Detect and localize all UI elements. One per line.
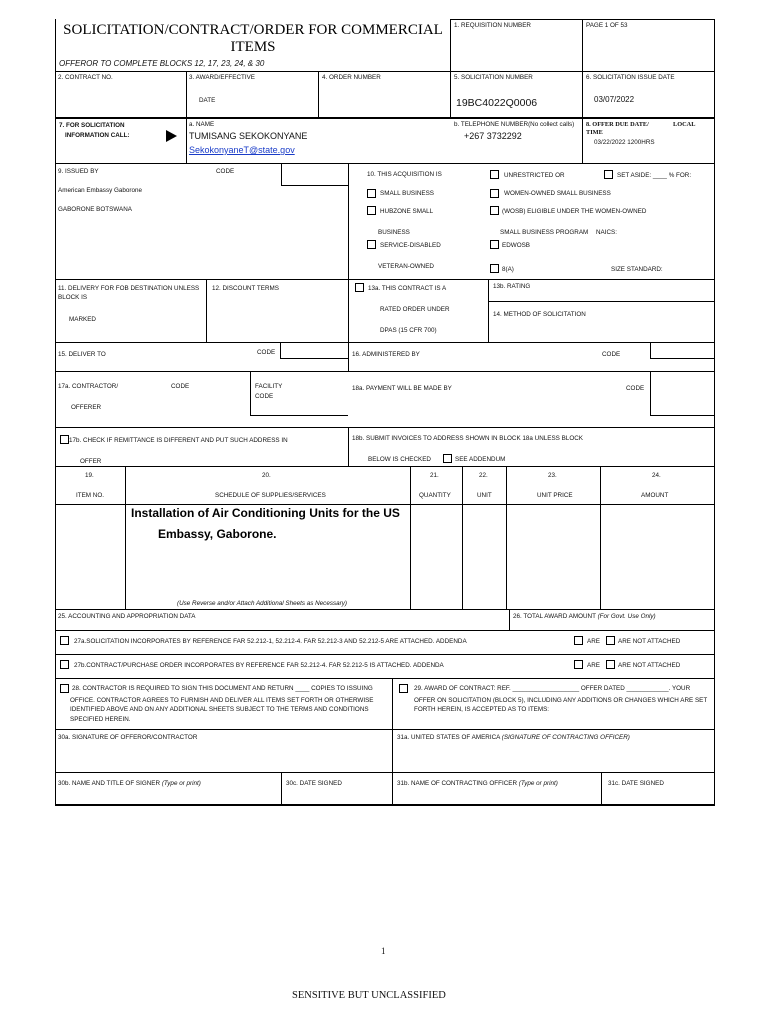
contractor-label: 17a. CONTRACTOR/ [58,383,119,390]
contact-email-link[interactable]: SekokonyaneT@state.gov [189,145,295,155]
naics-label: NAICS: [596,229,617,236]
dpas-label: DPAS (15 CFR 700) [380,327,437,334]
clause-27b-are-not-checkbox[interactable] [606,660,615,669]
small-business-program-label: SMALL BUSINESS PROGRAM [500,229,589,236]
deliver-to-label: 15. DELIVER TO [58,351,106,358]
requisition-label: 1. REQUISITION NUMBER [454,22,531,29]
small-business-label: SMALL BUSINESS [380,190,435,197]
offeror-note: OFFEROR TO COMPLETE BLOCKS 12, 17, 23, 24, & 30 [59,59,265,68]
veteran-owned-label: VETERAN-OWNED [378,263,434,270]
discount-terms-label: 12. DISCOUNT TERMS [212,285,279,292]
eight-a-checkbox[interactable] [490,264,499,273]
information-call-label: INFORMATION CALL: [65,132,130,139]
wosb-label: (WOSB) ELIGIBLE UNDER THE WOMEN-OWNED [502,208,647,215]
clause-27a-are-label: ARE [587,638,600,645]
total-award-label [513,613,656,621]
col-20-number: 20. [262,472,271,479]
payment-label: 18a. PAYMENT WILL BE MADE BY [352,385,452,392]
facility-code-label: CODE [255,393,274,400]
women-owned-label: WOMEN-OWNED SMALL BUSINESS [504,190,611,197]
deliver-to-code-label: CODE [257,349,276,356]
offer-due-date: 03/22/2022 1200HRS [594,139,655,146]
for-solicitation-label: 7. FOR SOLICITATION [59,122,125,129]
officer-name-label [397,780,558,788]
rating-label: 13b. RATING [493,283,531,290]
award-effective-label: 3. AWARD/EFFECTIVE [189,74,256,81]
signature-officer-text: 31a. UNITED STATES OF AMERICA [397,734,500,741]
accounting-label: 25. ACCOUNTING AND APPROPRIATION DATA [58,613,196,620]
issue-date-label: 6. SOLICITATION ISSUE DATE [586,74,675,81]
clause-27a-are-not-label: ARE NOT ATTACHED [618,638,681,645]
arrow-right-icon [166,130,177,142]
see-addendum-checkbox[interactable] [443,454,452,463]
solicitation-number: 19BC4022Q0006 [456,97,538,109]
block-28-line3: IDENTIFIED ABOVE AND ON ANY ADDITIONAL SHEETS SUBJECT TO THE TERMS AND CONDITIONS [70,706,369,713]
item-description-line1: Installation of Air Conditioning Units for the US [131,506,400,520]
col-19-number: 19. [85,472,94,479]
hubzone-label: HUBZONE SMALL [380,208,434,215]
clause-27a-are-checkbox[interactable] [574,636,583,645]
business-label: BUSINESS [378,229,410,236]
clause-27b-are-checkbox[interactable] [574,660,583,669]
issued-by-code-label: CODE [216,168,235,175]
total-award-note: (For Govt. Use Only) [597,613,656,620]
signature-officer-label [397,734,630,742]
award-date-label: DATE [199,97,216,104]
administered-by-label: 16. ADMINISTERED BY [352,351,420,358]
clause-27b-checkbox[interactable] [60,660,69,669]
below-checked-label: BELOW IS CHECKED [368,456,431,463]
rated-order-checkbox[interactable] [355,283,364,292]
block-29-line3: FORTH HEREIN, IS ACCEPTED AS TO ITEMS: [414,706,550,713]
edwosb-checkbox[interactable] [490,240,499,249]
clause-27a-text: 27a.SOLICITATION INCORPORATES BY REFERENCE FAR 52.212-1, 52.212-4. FAR 52.212-3 AND 52.212-5 ARE ATTACHED. ADDENDA [74,638,467,645]
local-label: LOCAL [673,121,696,128]
remittance-checkbox[interactable] [60,435,69,444]
block-28-line4: SPECIFIED HEREIN. [70,716,131,723]
delivery-label-line1: 11. DELIVERY FOR FOB DESTINATION UNLESS [58,285,200,292]
method-label: 14. METHOD OF SOLICITATION [493,311,586,318]
remittance-label: 17b. CHECK IF REMITTANCE IS DIFFERENT AND PUT SUCH ADDRESS IN [69,437,288,444]
item-no-header: ITEM NO. [76,492,104,499]
reverse-note: (Use Reverse and/or Attach Additional Sheets as Necessary) [177,600,347,607]
invoice-label: 18b. SUBMIT INVOICES TO ADDRESS SHOWN IN BLOCK 18a UNLESS BLOCK [352,435,583,442]
see-addendum-label: SEE ADDENDUM [455,456,506,463]
officer-name-text: 31b. NAME OF CONTRACTING OFFICER [397,780,518,787]
service-disabled-checkbox[interactable] [367,240,376,249]
amount-header: AMOUNT [641,492,669,499]
small-business-checkbox[interactable] [367,189,376,198]
solicitation-number-label: 5. SOLICITATION NUMBER [454,74,533,81]
name-label: a. NAME [189,121,215,128]
block-29-checkbox[interactable] [399,684,408,693]
wosb-checkbox[interactable] [490,206,499,215]
block-29-line1: 29. AWARD OF CONTRACT: REF. ___________________ OFFER DATED ____________. YOUR [414,685,691,692]
eight-a-label: 8(A) [502,266,514,273]
contractor-code-label: CODE [171,383,190,390]
signature-officer-note: (SIGNATURE OF CONTRACTING OFFICER) [501,734,630,741]
rated-order-label: RATED ORDER UNDER [380,306,450,313]
offerer-label: OFFERER [71,404,102,411]
signer-name-text: 30b. NAME AND TITLE OF SIGNER [58,780,161,787]
set-aside-checkbox[interactable] [604,170,613,179]
total-award-text: 26. TOTAL AWARD AMOUNT [513,613,596,620]
issued-by-label: 9. ISSUED BY [58,168,99,175]
unrestricted-checkbox[interactable] [490,170,499,179]
hubzone-checkbox[interactable] [367,206,376,215]
offer-label: OFFER [80,458,102,465]
unit-price-header: UNIT PRICE [537,492,573,499]
item-description-line2: Embassy, Gaborone. [158,527,277,541]
unit-header: UNIT [477,492,492,499]
unrestricted-label: UNRESTRICTED OR [504,172,565,179]
edwosb-label: EDWOSB [502,242,530,249]
time-label: TIME [586,129,603,136]
clause-27b-are-label: ARE [587,662,600,669]
item-description [131,503,411,545]
order-number-label: 4. ORDER NUMBER [322,74,381,81]
telephone-number: +267 3732292 [464,131,522,141]
block-28-checkbox[interactable] [60,684,69,693]
set-aside-label: SET ASIDE: ____ % FOR: [617,172,692,179]
form-title [56,22,450,56]
contract-no-label: 2. CONTRACT NO. [58,74,113,81]
clause-27b-text: 27b.CONTRACT/PURCHASE ORDER INCORPORATES BY REFERENCE FAR 52.212-4. FAR 52.212-5 IS ATTACHED. ADDENDA [74,662,444,669]
acquisition-label: 10. THIS ACQUISITION IS [367,171,442,178]
clause-27b-are-not-label: ARE NOT ATTACHED [618,662,681,669]
women-owned-checkbox[interactable] [490,189,499,198]
classification-footer: SENSITIVE BUT UNCLASSIFIED [292,990,446,1001]
block-28-line2: OFFICE. CONTRACTOR AGREES TO FURNISH AND DELIVER ALL ITEMS SET FORTH OR OTHERWISE [70,697,374,704]
rated-contract-label: 13a. THIS CONTRACT IS A [368,285,447,292]
issued-by-line2: GABORONE BOTSWANA [58,206,132,213]
col-21-number: 21. [430,472,439,479]
signer-name-label [58,780,201,788]
size-standard-label: SIZE STANDARD: [611,266,663,273]
page-label: PAGE 1 OF 53 [586,22,628,29]
date-signed-31c-label: 31c. DATE SIGNED [608,780,664,787]
form-title-line2: ITEMS [230,39,276,55]
administered-code-label: CODE [602,351,621,358]
date-signed-30c-label: 30c. DATE SIGNED [286,780,342,787]
quantity-header: QUANTITY [419,492,451,499]
delivery-label-line2: BLOCK IS [58,294,88,301]
signature-offeror-label: 30a. SIGNATURE OF OFFEROR/CONTRACTOR [58,734,198,741]
service-disabled-label: SERVICE-DISABLED [380,242,441,249]
col-24-number: 24. [652,472,661,479]
block-28-line1: 28. CONTRACTOR IS REQUIRED TO SIGN THIS DOCUMENT AND RETURN ____ COPIES TO ISSUING [72,685,373,692]
form-title-line1: SOLICITATION/CONTRACT/ORDER FOR COMMERCIAL [63,22,443,38]
contact-name: TUMISANG SEKOKONYANE [189,131,308,141]
payment-code-label: CODE [626,385,645,392]
offer-due-label: 8. OFFER DUE DATE/ [586,121,649,128]
clause-27a-checkbox[interactable] [60,636,69,645]
col-22-number: 22. [479,472,488,479]
signer-name-note: (Type or print) [161,780,201,787]
schedule-header: SCHEDULE OF SUPPLIES/SERVICES [215,492,326,499]
issued-by-line1: American Embassy Gaborone [58,187,142,194]
col-23-number: 23. [548,472,557,479]
telephone-label: b. TELEPHONE NUMBER(No collect calls) [454,121,575,128]
page-number: 1 [381,946,386,956]
clause-27a-are-not-checkbox[interactable] [606,636,615,645]
marked-label: MARKED [69,316,96,323]
facility-label: FACILITY [255,383,283,390]
block-29-line2: OFFER ON SOLICITATION (BLOCK 5), INCLUDING ANY ADDITIONS OR CHANGES WHICH ARE SET [414,697,708,704]
officer-name-note: (Type or print) [518,780,558,787]
issue-date: 03/07/2022 [594,95,635,104]
